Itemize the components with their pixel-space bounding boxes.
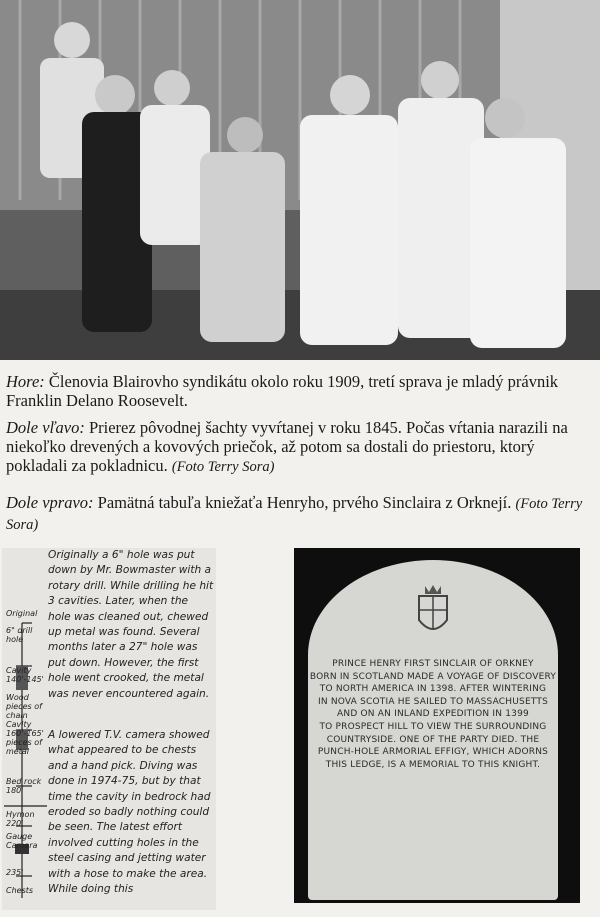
plaque-line: COUNTRYSIDE. ONE OF THE PARTY DIED. THE (326, 734, 540, 745)
plaque-line: IN NOVA SCOTIA HE SAILED TO MASSACHUSETTS (318, 696, 548, 707)
label-cavity-1: Cavity 140'-145' (6, 666, 44, 684)
label-gauge-camera: Gauge Camera (6, 832, 38, 850)
memorial-stone (308, 560, 558, 900)
caption-right-label: Dole vpravo: (6, 493, 94, 512)
label-hymon: Hymon 220' (6, 810, 35, 828)
caption-right (6, 493, 592, 535)
caption-left (6, 418, 592, 477)
coat-of-arms-icon (413, 582, 453, 640)
label-wood-pieces: Wood pieces of chain (6, 693, 42, 720)
caption-top (6, 372, 592, 410)
plaque-line: THIS LEDGE, IS A MEMORIAL TO THIS KNIGHT. (325, 759, 541, 770)
caption-left-credit: (Foto Terry Sora) (171, 459, 275, 475)
plaque-line: PRINCE HENRY FIRST SINCLAIR OF ORKNEY (332, 659, 534, 669)
label-chests: Chests (6, 886, 34, 895)
caption-top-label: Hore: (6, 372, 45, 391)
caption-top-text: Členovia Blairovho syndikátu okolo roku 1909, tretí sprava je mladý právnik Franklin Delano Roosevelt. (6, 372, 559, 410)
diagram-notes-top: Originally a 6" hole was put down by Mr. Bowmaster with a rotary drill. While drilling he hit 3 cavities. Later, when the hole was cleaned out, chewed up metal was found. Several months later a 27" hole was put down. However, the first hole went crooked, the metal was never encountered again. (48, 549, 214, 700)
sinclair-plaque-photo (294, 548, 580, 903)
plaque-line: TO NORTH AMERICA IN 1398. AFTER WINTERING (319, 684, 547, 695)
group-photo-illustration (0, 0, 600, 360)
caption-left-label: Dole vľavo: (6, 418, 85, 437)
label-bedrock: Bed rock 180' (6, 777, 42, 795)
plaque-line: BORN IN SCOTLAND MADE A VOYAGE OF DISCOVERY (309, 671, 557, 682)
plaque-line: AND ON AN INLAND EXPEDITION IN 1399 (337, 709, 529, 720)
group-photo (0, 0, 600, 360)
plaque-line: TO PROSPECT HILL TO VIEW THE SURROUNDING (319, 721, 547, 732)
plaque-inscription (308, 658, 558, 771)
label-original: Original (6, 609, 38, 618)
plaque-line: PUNCH-HOLE ARMORIAL EFFIGY, WHICH ADORNS (317, 747, 549, 758)
label-drill-hole: 6" drill hole (6, 626, 33, 644)
caption-left-text: Prierez pôvodnej šachty vyvŕtanej v roku 1845. Počas vŕtania narazili na niekoľko drevených a kovových priečok, až potom sa dostali do priestoru, ktorý pokladali za pokladnicu. (6, 418, 568, 475)
diagram-notes-bottom: A lowered T.V. camera showed what appeared to be chests and a hand pick. Diving was done in 1974-75, but by that time the cavity in bedrock had eroded so badly nothing could be seen. The latest effort involved cutting holes in the steel casing and jetting water with a hose to make the area. While doing this (48, 729, 211, 896)
caption-right-credit: (Foto Terry Sora) (6, 496, 583, 533)
label-235: 235' (6, 868, 24, 877)
label-cavity-2: Cavity 160'-165' pieces of metal (6, 720, 44, 756)
shaft-cross-section-diagram (2, 548, 216, 910)
caption-right-text: Pamätná tabuľa kniežaťa Henryho, prvého Sinclaira z Orknejí. (97, 493, 512, 512)
